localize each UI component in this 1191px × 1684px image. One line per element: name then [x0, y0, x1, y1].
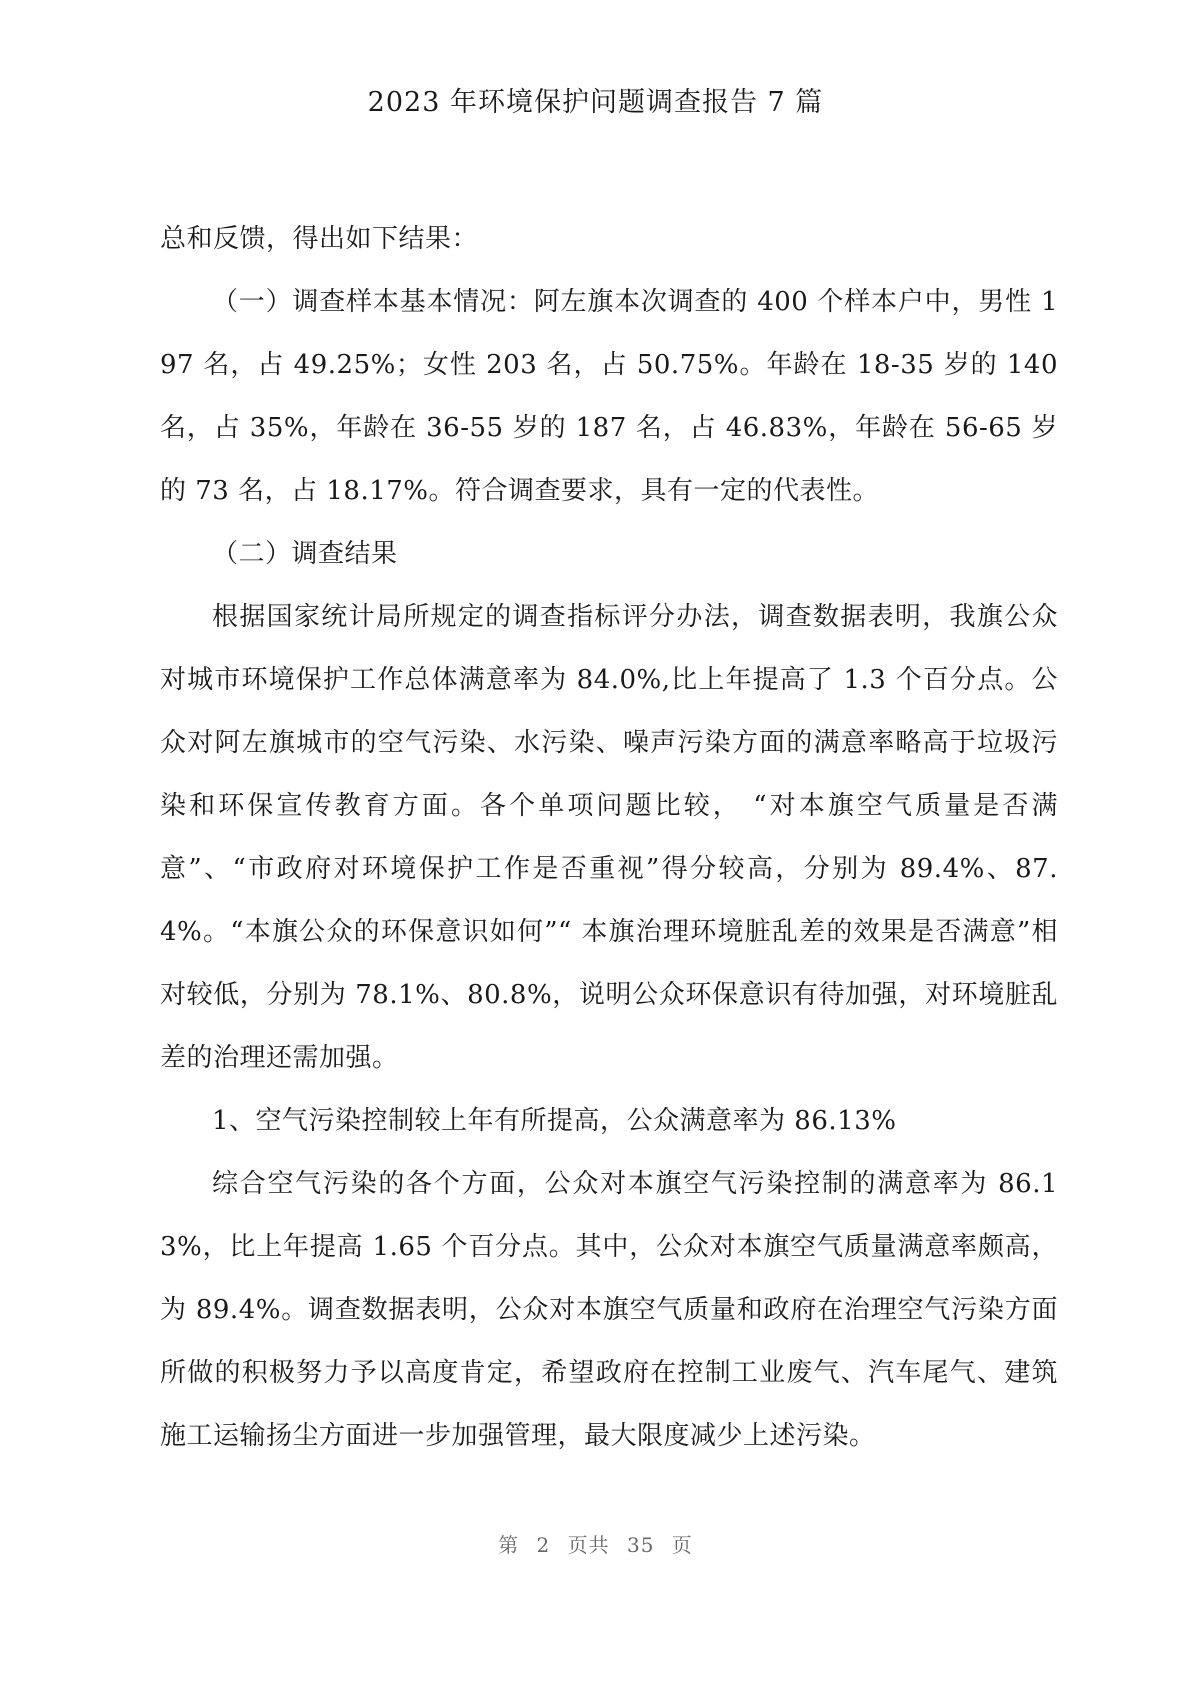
document-title: 2023 年环境保护问题调查报告 7 篇	[367, 87, 824, 118]
section-heading-results: （二）调查结果	[212, 539, 398, 569]
paragraph-overall-satisfaction: 根据国家统计局所规定的调查指标评分办法，调查数据表明，我旗公众对城市环境保护工作总体满意率为 84.0%,比上年提高了 1.3 个百分点。公众对阿左旗城市的空气污染、水污染、噪声污染方面的满意率略高于垃圾污染和环保宣传教育方面。各个单项问题比较， “对本旗空气质量是否满意”、“市政府对环境保护工作是否重视”得分较高，分别为 89.4%、87.4%。“本旗公众的环保意识如何”“ 本旗治理环境脏乱差的效果是否满意”相对较低，分别为 78.1%、80.8%，说明公众环保意识有待加强，对环境脏乱差的治理还需加强。	[160, 602, 1058, 1073]
subsection-heading-air-pollution: 1、空气污染控制较上年有所提高，公众满意率为 86.13%	[212, 1106, 897, 1136]
paragraph-air-pollution: 综合空气污染的各个方面，公众对本旗空气污染控制的满意率为 86.13%，比上年提高 1.65 个百分点。其中，公众对本旗空气质量满意率颇高，为 89.4%。调查数据表明，公众对本旗空气质量和政府在治理空气污染方面所做的积极努力予以高度肯定，希望政府在控制工业废气、汽车尾气、建筑施工运输扬尘方面进一步加强管理，最大限度减少上述污染。	[160, 1169, 1058, 1451]
document-body	[160, 208, 1058, 1468]
page-number: 第 2 页共 35 页	[498, 1533, 693, 1557]
paragraph-sample-info: （一）调查样本基本情况：阿左旗本次调查的 400 个样本户中，男性 197 名，占 49.25%；女性 203 名，占 50.75%。年龄在 18-35 岁的 140 名，占 35%，年龄在 36-55 岁的 187 名，占 46.83%，年龄在 56-65 岁的 73 名，占 18.17%。符合调查要求，具有一定的代表性。	[160, 287, 1058, 506]
paragraph-continuation: 总和反馈，得出如下结果：	[160, 224, 479, 254]
